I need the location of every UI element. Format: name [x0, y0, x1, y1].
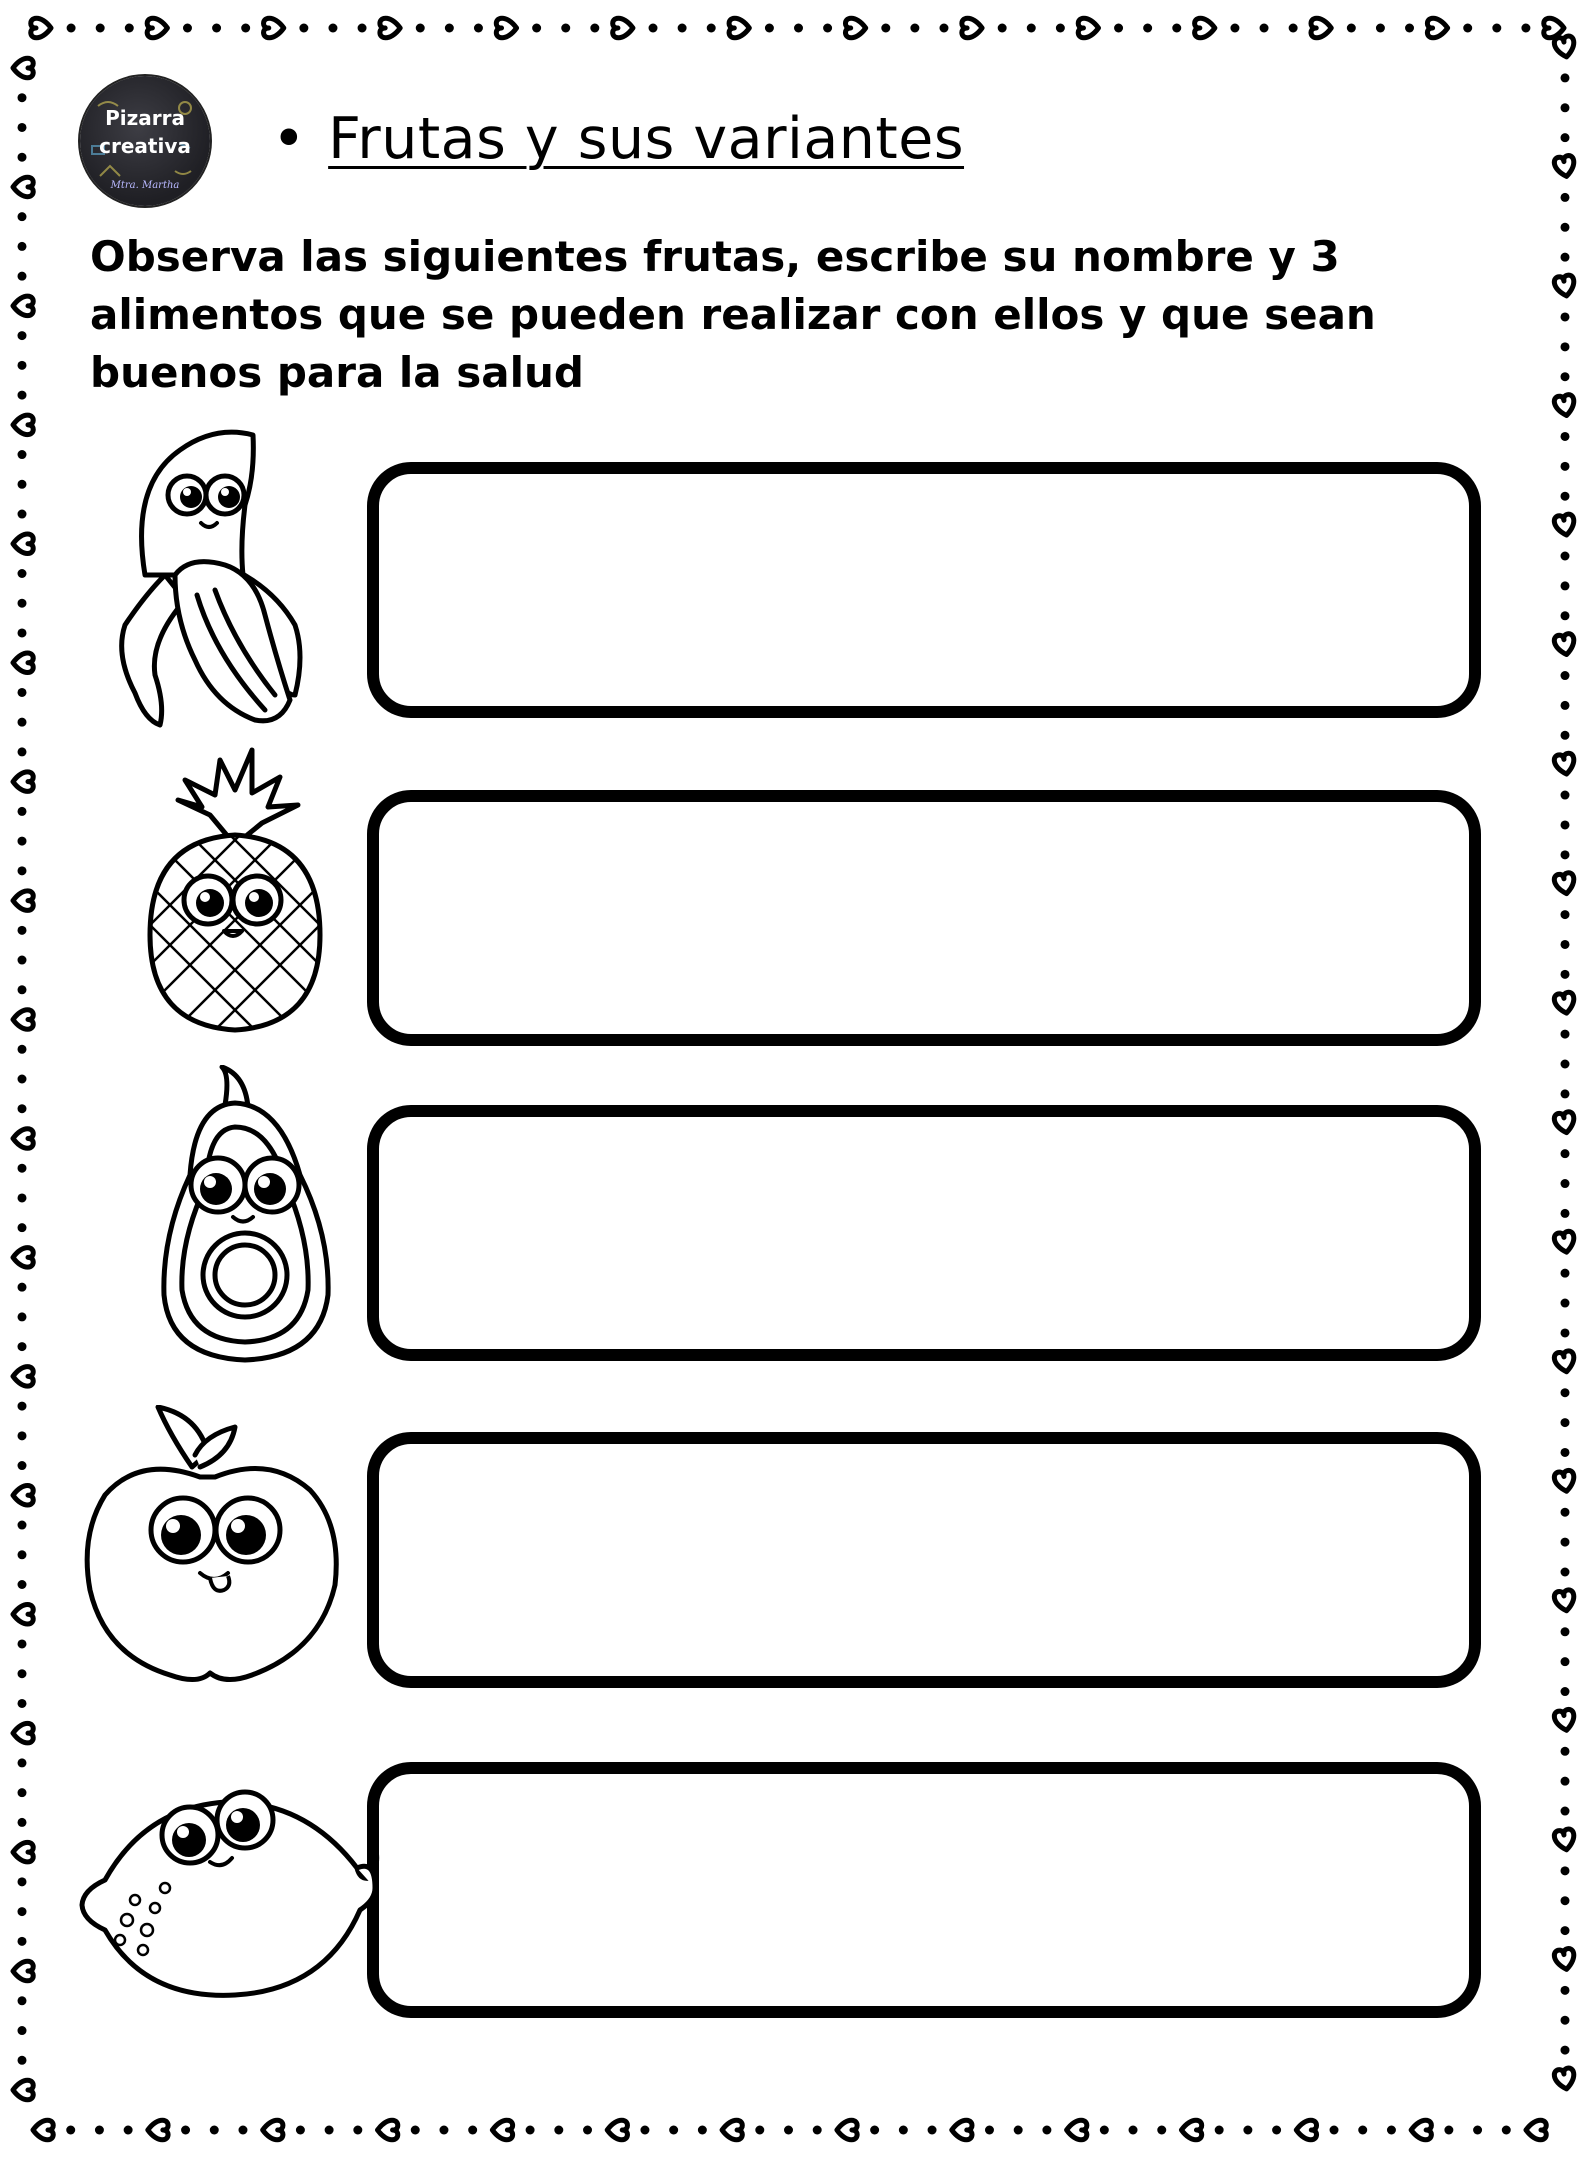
border-dot [1561, 581, 1570, 590]
border-dot [707, 24, 716, 33]
border-heart [31, 18, 51, 38]
border-dot [1473, 2126, 1482, 2135]
border-dot [985, 2126, 994, 2135]
apple-icon [80, 1405, 350, 1685]
border-dot [18, 718, 27, 727]
border-dot [794, 24, 803, 33]
title-bullet: • [272, 106, 307, 172]
border-dot [299, 24, 308, 33]
border-dot [238, 2126, 247, 2135]
border-heart [33, 2120, 53, 2140]
border-dot [95, 2126, 104, 2135]
border-dot [18, 1758, 27, 1767]
border-heart [380, 18, 400, 38]
border-heart [492, 2120, 512, 2140]
border-heart [729, 18, 749, 38]
border-dot [1243, 2126, 1252, 2135]
border-dot [1561, 492, 1570, 501]
border-dot [1561, 1568, 1570, 1577]
border-dot [1405, 24, 1414, 33]
border-dot [325, 2126, 334, 2135]
border-heart [1427, 18, 1447, 38]
border-dot [18, 1937, 27, 1946]
border-dot [18, 480, 27, 489]
border-heart [607, 2120, 627, 2140]
border-dot [870, 2126, 879, 2135]
border-dot [18, 1550, 27, 1559]
border-dot [928, 2126, 937, 2135]
border-dot [18, 1521, 27, 1530]
border-dot [18, 272, 27, 281]
border-dot [1330, 2126, 1339, 2135]
border-dot [1561, 1418, 1570, 1427]
border-heart [1553, 1111, 1576, 1134]
border-dot [181, 2126, 190, 2135]
border-dot [1561, 372, 1570, 381]
border-dot [1492, 24, 1501, 33]
border-dot [18, 1045, 27, 1054]
border-dot [1376, 24, 1385, 33]
border-dot [18, 331, 27, 340]
border-heart [1553, 513, 1576, 536]
border-dot [18, 1580, 27, 1589]
border-dot [1561, 940, 1570, 949]
border-heart [1195, 18, 1215, 38]
border-dot [445, 24, 454, 33]
border-heart [1553, 155, 1576, 178]
border-dot [18, 985, 27, 994]
border-dot [18, 510, 27, 519]
border-dot [1561, 731, 1570, 740]
border-dot [18, 212, 27, 221]
border-heart [1544, 18, 1564, 38]
border-dot [823, 24, 832, 33]
border-dot [1561, 1269, 1570, 1278]
border-dot [1157, 2126, 1166, 2135]
border-dot [998, 24, 1007, 33]
border-dot [590, 24, 599, 33]
border-dot [18, 688, 27, 697]
border-dot [18, 1907, 27, 1916]
border-dot [18, 93, 27, 102]
border-heart [1553, 394, 1576, 417]
lemon-icon [75, 1770, 395, 2010]
border-dot [1561, 970, 1570, 979]
border-dot [1172, 24, 1181, 33]
border-dot [18, 956, 27, 965]
border-dot [1561, 253, 1570, 262]
border-heart [1553, 872, 1576, 895]
border-dot [1042, 2126, 1051, 2135]
border-dot [1561, 1089, 1570, 1098]
border-dot [1444, 2126, 1453, 2135]
border-dot [640, 2126, 649, 2135]
border-dot [554, 2126, 563, 2135]
border-heart [13, 653, 33, 673]
border-dot [18, 123, 27, 132]
avocado-icon [150, 1065, 340, 1370]
border-dot [67, 24, 76, 33]
border-dot [1561, 1896, 1570, 1905]
page-title: Frutas y sus variantes [328, 106, 965, 172]
border-dot [296, 2126, 305, 2135]
border-heart [13, 296, 33, 316]
border-dot [1561, 1807, 1570, 1816]
border-dot [1561, 1777, 1570, 1786]
border-dot [18, 1164, 27, 1173]
border-dot [765, 24, 774, 33]
border-dot [813, 2126, 822, 2135]
border-dot [1561, 552, 1570, 561]
border-heart [13, 1010, 33, 1030]
border-dot [1561, 611, 1570, 620]
border-dot [1561, 1060, 1570, 1069]
logo-badge [80, 76, 210, 206]
border-dot [18, 2026, 27, 2035]
border-dot [18, 1461, 27, 1470]
border-dot [1561, 1030, 1570, 1039]
border-heart [13, 1842, 33, 1862]
border-heart [1553, 274, 1576, 297]
border-dot [1561, 1448, 1570, 1457]
border-dot [18, 391, 27, 400]
border-dot [18, 1342, 27, 1351]
border-dot [755, 2126, 764, 2135]
border-dot [328, 24, 337, 33]
border-dot [96, 24, 105, 33]
border-dot [1521, 24, 1530, 33]
page-title-row [272, 106, 964, 172]
border-dot [1561, 1328, 1570, 1337]
border-dot [1561, 1627, 1570, 1636]
answer-box-4[interactable] [367, 1432, 1481, 1688]
border-heart [13, 177, 33, 197]
border-heart [845, 18, 865, 38]
border-dot [1561, 1299, 1570, 1308]
border-dot [1561, 1926, 1570, 1935]
border-dot [698, 2126, 707, 2135]
border-heart [13, 1486, 33, 1506]
border-dot [18, 1104, 27, 1113]
border-heart [1553, 633, 1576, 656]
border-dot [18, 1699, 27, 1708]
border-heart [1553, 1828, 1576, 1851]
border-dot [1260, 24, 1269, 33]
border-dot [1561, 1687, 1570, 1696]
border-dot [18, 1312, 27, 1321]
border-heart [1553, 991, 1576, 1014]
border-dot [526, 2126, 535, 2135]
border-dot [1561, 1538, 1570, 1547]
pineapple-icon [140, 745, 330, 1045]
border-heart [13, 2080, 33, 2100]
border-dot [1289, 24, 1298, 33]
border-dot [18, 1193, 27, 1202]
border-dot [1561, 820, 1570, 829]
border-dot [649, 24, 658, 33]
border-dot [1463, 24, 1472, 33]
border-heart [1553, 752, 1576, 775]
border-dot [18, 569, 27, 578]
border-dot [18, 926, 27, 935]
border-dot [1561, 1747, 1570, 1756]
border-dot [1561, 462, 1570, 471]
border-heart [13, 1604, 33, 1624]
border-dot [18, 153, 27, 162]
border-heart [13, 1248, 33, 1268]
border-dot [241, 24, 250, 33]
border-dot [18, 628, 27, 637]
border-dot [1014, 2126, 1023, 2135]
instructions-text: Observa las siguientes frutas, escribe su nombre y 3 alimentos que se pueden realizar con ellos y que sean buenos para la salud [90, 232, 1376, 397]
border-heart [952, 2120, 972, 2140]
border-dot [1561, 1149, 1570, 1158]
border-dot [212, 24, 221, 33]
border-dot [561, 24, 570, 33]
border-dot [18, 1818, 27, 1827]
border-heart [13, 1961, 33, 1981]
answer-box-3[interactable] [367, 1105, 1481, 1361]
border-dot [18, 1669, 27, 1678]
answer-box-1[interactable] [367, 462, 1481, 718]
border-dot [18, 450, 27, 459]
border-dot [1561, 1209, 1570, 1218]
border-dot [18, 837, 27, 846]
border-dot [1561, 850, 1570, 859]
border-dot [1561, 342, 1570, 351]
border-dot [183, 24, 192, 33]
border-dot [1561, 223, 1570, 232]
border-heart [1553, 35, 1576, 58]
border-dot [18, 1996, 27, 2005]
border-heart [13, 58, 33, 78]
border-dot [18, 1075, 27, 1084]
border-heart [13, 891, 33, 911]
border-dot [66, 2126, 75, 2135]
border-heart [1411, 2120, 1431, 2140]
border-dot [1561, 1986, 1570, 1995]
border-dot [1056, 24, 1065, 33]
border-heart [13, 1129, 33, 1149]
border-dot [1027, 24, 1036, 33]
border-dot [669, 2126, 678, 2135]
border-heart [1553, 1589, 1576, 1612]
border-heart [148, 2120, 168, 2140]
border-dot [18, 1877, 27, 1886]
border-dot [18, 807, 27, 816]
border-dot [1100, 2126, 1109, 2135]
border-dot [1561, 791, 1570, 800]
border-heart [263, 2120, 283, 2140]
border-heart [147, 18, 167, 38]
border-heart [13, 772, 33, 792]
border-dot [411, 2126, 420, 2135]
border-heart [962, 18, 982, 38]
border-dot [416, 24, 425, 33]
answer-box-5[interactable] [367, 1762, 1481, 2018]
border-heart [1553, 2067, 1576, 2090]
border-dot [18, 242, 27, 251]
border-dot [678, 24, 687, 33]
banana-icon [105, 425, 325, 735]
border-dot [899, 2126, 908, 2135]
border-dot [18, 866, 27, 875]
border-dot [1129, 2126, 1138, 2135]
border-dot [1561, 2046, 1570, 2055]
border-dot [18, 361, 27, 370]
border-dot [18, 1431, 27, 1440]
border-heart [1553, 1470, 1576, 1493]
answer-box-2[interactable] [367, 790, 1481, 1046]
border-dot [18, 1402, 27, 1411]
border-dot [18, 2056, 27, 2065]
border-dot [1230, 24, 1239, 33]
border-heart [496, 18, 516, 38]
border-dot [18, 1223, 27, 1232]
border-dot [1561, 312, 1570, 321]
border-dot [18, 747, 27, 756]
border-heart [1296, 2120, 1316, 2140]
border-dot [1561, 103, 1570, 112]
border-heart [1553, 1709, 1576, 1732]
border-dot [125, 24, 134, 33]
border-heart [1553, 1350, 1576, 1373]
border-dot [124, 2126, 133, 2135]
border-heart [1078, 18, 1098, 38]
border-heart [264, 18, 284, 38]
border-dot [1561, 1179, 1570, 1188]
border-heart [1181, 2120, 1201, 2140]
border-dot [1561, 671, 1570, 680]
border-heart [13, 1723, 33, 1743]
border-dot [18, 1283, 27, 1292]
border-heart [613, 18, 633, 38]
border-heart [1526, 2120, 1546, 2140]
border-dot [583, 2126, 592, 2135]
border-dot [1347, 24, 1356, 33]
border-dot [353, 2126, 362, 2135]
border-dot [1561, 73, 1570, 82]
border-dot [1561, 133, 1570, 142]
logo-text-line2: creativa [99, 134, 191, 158]
border-heart [378, 2120, 398, 2140]
border-dot [18, 1788, 27, 1797]
border-dot [1502, 2126, 1511, 2135]
border-heart [13, 534, 33, 554]
border-dot [1561, 1508, 1570, 1517]
border-heart [722, 2120, 742, 2140]
border-heart [1553, 1948, 1576, 1971]
border-dot [474, 24, 483, 33]
border-dot [468, 2126, 477, 2135]
border-dot [1561, 1866, 1570, 1875]
border-dot [784, 2126, 793, 2135]
border-dot [939, 24, 948, 33]
border-dot [210, 2126, 219, 2135]
border-dot [1387, 2126, 1396, 2135]
border-dot [1561, 193, 1570, 202]
border-dot [1272, 2126, 1281, 2135]
border-dot [1561, 432, 1570, 441]
border-heart [13, 1367, 33, 1387]
border-heart [1311, 18, 1331, 38]
border-dot [1561, 701, 1570, 710]
border-dot [439, 2126, 448, 2135]
border-heart [837, 2120, 857, 2140]
border-dot [1561, 910, 1570, 919]
border-dot [1561, 1657, 1570, 1666]
border-heart [1067, 2120, 1087, 2140]
border-dot [532, 24, 541, 33]
border-dot [1114, 24, 1123, 33]
border-dot [1561, 1388, 1570, 1397]
border-dot [18, 1639, 27, 1648]
border-heart [1553, 1231, 1576, 1254]
logo-signature: Mtra. Martha [110, 180, 180, 191]
border-dot [910, 24, 919, 33]
border-dot [1143, 24, 1152, 33]
border-heart [13, 415, 33, 435]
border-dot [1561, 2016, 1570, 2025]
border-dot [358, 24, 367, 33]
border-dot [881, 24, 890, 33]
border-dot [18, 599, 27, 608]
border-dot [1215, 2126, 1224, 2135]
logo-text-line1: Pizarra [105, 106, 185, 130]
border-dot [1358, 2126, 1367, 2135]
